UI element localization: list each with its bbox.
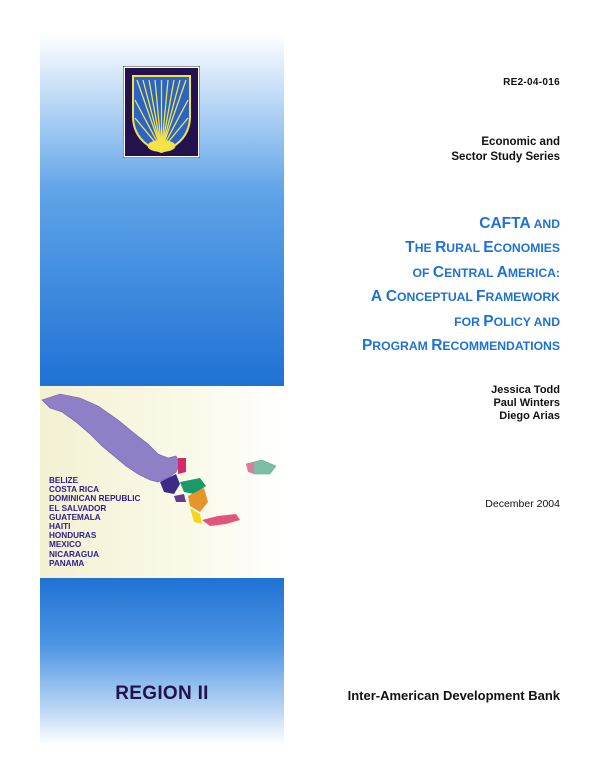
el-salvador-shape: [174, 494, 186, 502]
publication-date: December 2004: [485, 498, 560, 510]
title-line: PROGRAM RECOMMENDATIONS: [361, 337, 560, 355]
country-item: DOMINICAN REPUBLIC: [49, 494, 141, 504]
title-line: CAFTA AND: [479, 215, 560, 232]
map-panel: [40, 386, 284, 578]
author-name: Diego Arias: [499, 409, 560, 422]
title-line: FOR POLICY AND: [454, 312, 560, 330]
country-item: NICARAGUA: [49, 549, 100, 559]
country-item: HONDURAS: [49, 531, 97, 541]
author-name: Paul Winters: [493, 396, 560, 409]
country-item: COSTA RICA: [49, 485, 100, 495]
author-list: [491, 384, 560, 422]
publisher-name: Inter-American Development Bank: [347, 688, 560, 703]
region-label: REGION II: [115, 683, 209, 704]
country-item: EL SALVADOR: [49, 503, 107, 513]
belize-shape: [178, 458, 186, 474]
mexico-shape: [42, 394, 180, 482]
series-line: Economic and: [481, 136, 560, 148]
panama-shape: [202, 514, 240, 526]
title-line: THE RURAL ECONOMIES: [405, 239, 560, 257]
country-list: [49, 476, 140, 568]
country-item: PANAMA: [49, 558, 85, 568]
series-line: Sector Study Series: [451, 150, 560, 163]
country-item: GUATEMALA: [49, 512, 101, 522]
country-item: HAITI: [49, 522, 71, 532]
cover-band-bottom: [40, 578, 284, 744]
report-code: RE2-04-016: [503, 77, 560, 88]
report-title: [362, 212, 560, 358]
title-line: OF CENTRAL AMERICA:: [412, 263, 560, 281]
author-name: Jessica Todd: [491, 384, 560, 396]
country-item: BELIZE: [49, 476, 79, 485]
series-name: [451, 135, 560, 164]
country-item: MEXICO: [49, 540, 82, 550]
title-line: A CONCEPTUAL FRAMEWORK: [370, 288, 560, 306]
haiti-shape: [246, 462, 254, 474]
idb-logo-icon: [123, 66, 200, 158]
